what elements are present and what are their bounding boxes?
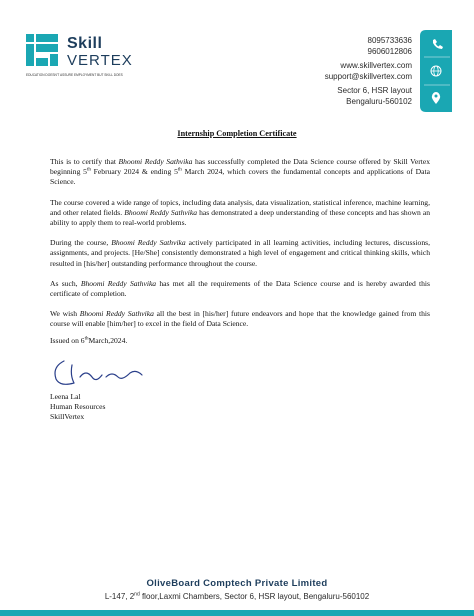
logo-word-skill: Skill (67, 35, 103, 52)
paragraph-wishes: We wish Bhoomi Reddy Sathvika all the best in [his/her] future endeavors and hope that the knowledge gained from this course will enable [him/her] to excel in the field of Data Science. (50, 309, 430, 329)
signature-image (50, 355, 160, 391)
logo-tagline: EDUCATION DOESN'T ASSURE EMPLOYMENT BUT SKILL DOES (26, 73, 123, 77)
skill-vertex-logo (26, 32, 156, 80)
footer-address: L-147, 2nd floor,Laxmi Chambers, Sector 6, HSR layout, Bengaluru-560102 (104, 591, 370, 601)
address-line-1: Sector 6, HSR layout (337, 86, 412, 95)
paragraph-intro: This is to certify that Bhoomi Reddy Sathvika has successfully completed the Data Science course offered by Skill Vertex beginning 5th February 2024 & ending 5th March 2024, which covers the fundamental concepts and applications of Data Science. (50, 157, 431, 187)
signer-role: Human Resources (50, 402, 106, 411)
intern-name: Bhoomi Reddy Sathvika (111, 238, 186, 248)
paragraph-participation: During the course, Bhoomi Reddy Sathvika actively participated in all learning activities, including lectures, discussions, assignments, and projects. [He/She] consistently demonstrated a high level of engagement and critical thinking skills, which resulted in [his/her] outstanding performance throughout the course. (50, 238, 430, 268)
certificate-body (50, 157, 430, 340)
phone-number-2: 9606012806 (367, 46, 412, 56)
skill-vertex-logo-icon (26, 32, 62, 68)
footer-company-name: OliveBoard Comptech Private Limited (146, 578, 328, 589)
phone-number-1: 8095733636 (367, 36, 412, 45)
intern-name: Bhoomi Reddy Sathvika (80, 278, 157, 288)
website-link[interactable]: www.skillvertex.com (340, 61, 412, 70)
paragraph-topics: The course covered a wide range of topics, including data analysis, data visualization, statistical inference, machine learning, and other related fields. Bhoomi Reddy Sathvika has demonstrated a deep understanding of these concepts and has shown an ability to apply them to real-world problems. (50, 197, 431, 228)
intern-name: Bhoomi Reddy Sathvika (124, 207, 198, 217)
signer-name: Leena Lal (50, 392, 81, 401)
certificate-title: Internship Completion Certificate (177, 129, 297, 138)
paragraph-award: As such, Bhoomi Reddy Sathvika has met all the requirements of the Data Science course and is hereby awarded this certificate of completion. (50, 278, 430, 299)
footer (0, 578, 474, 601)
contact-block (325, 36, 412, 111)
logo-word-vertex: VERTEX (67, 52, 133, 69)
signer-block (50, 392, 105, 422)
issue-date: Issued on 6thMarch,2024. (50, 336, 128, 345)
address-line-2: Bengaluru-560102 (346, 96, 412, 106)
signer-organization: SkillVertex (50, 412, 85, 421)
intern-name: Bhoomi Reddy Sathvika (79, 309, 154, 319)
footer-accent-bar (0, 610, 474, 616)
contact-icon-strip (420, 30, 452, 112)
intern-name: Bhoomi Reddy Sathvika (118, 157, 193, 166)
email-link[interactable]: support@skillvertex.com (324, 71, 412, 81)
